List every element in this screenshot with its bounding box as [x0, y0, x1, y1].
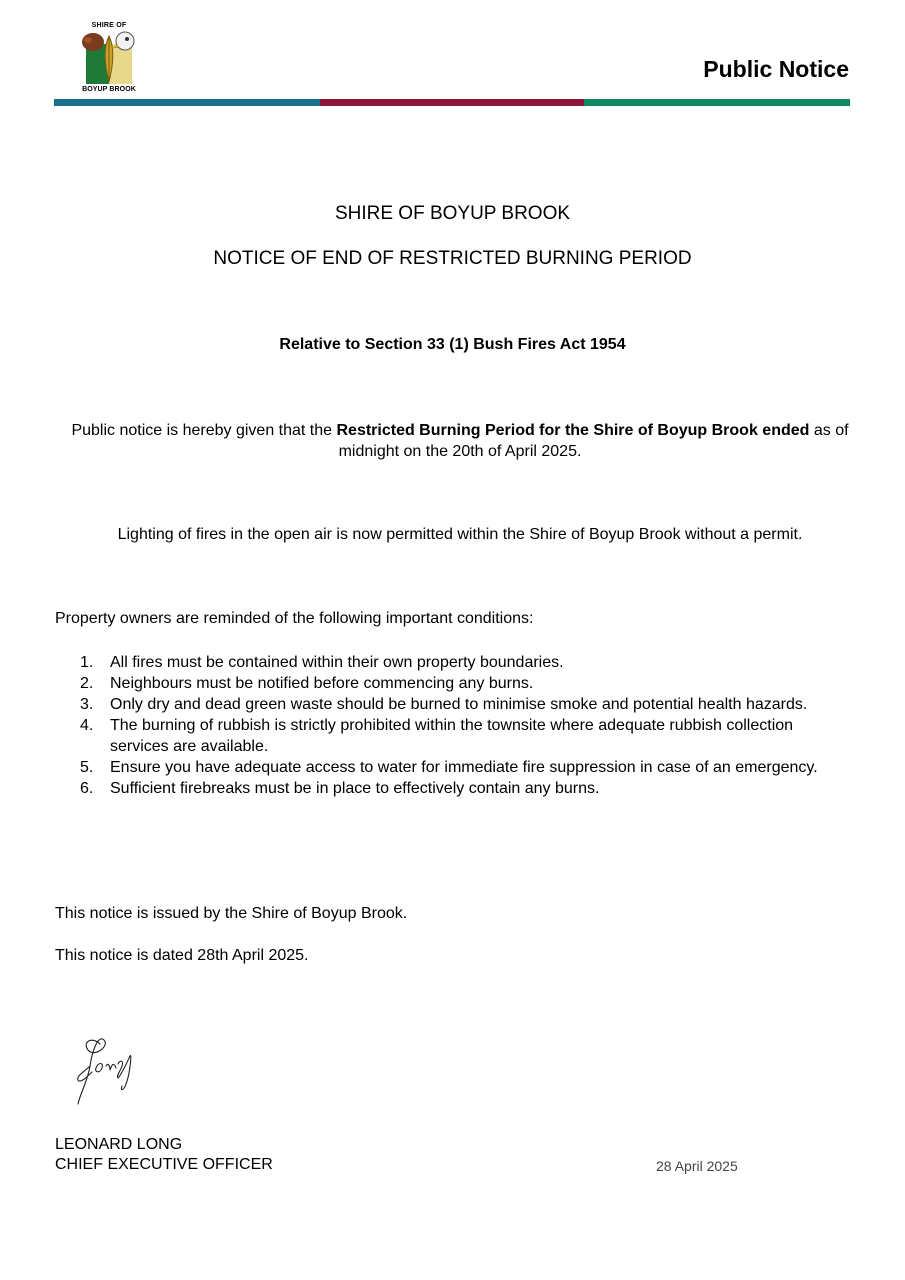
- list-item: [80, 652, 850, 673]
- logo-top-text: SHIRE OF: [91, 22, 127, 29]
- shire-logo: [76, 22, 142, 96]
- list-text: Only dry and dead green waste should be burned to minimise smoke and potential health hazards.: [110, 696, 808, 713]
- list-item: [80, 778, 850, 799]
- list-number: 3.: [80, 696, 94, 713]
- notice-paragraph-end-period: [56, 420, 864, 462]
- list-text: Neighbours must be notified before commencing any burns.: [110, 675, 534, 692]
- list-number: 2.: [80, 675, 94, 692]
- list-item: [80, 694, 850, 715]
- conditions-intro: Property owners are reminded of the following important conditions:: [55, 610, 534, 627]
- list-text: The burning of rubbish is strictly prohibited within the townsite where adequate rubbish collection services are available.: [110, 717, 794, 755]
- header-rule-maroon: [320, 99, 584, 106]
- header-rule-blue: [54, 99, 320, 106]
- signatory-name: LEONARD LONG: [55, 1136, 183, 1153]
- list-number: 1.: [80, 654, 94, 671]
- handwritten-signature: [70, 1032, 160, 1112]
- notice-heading-title: NOTICE OF END OF RESTRICTED BURNING PERIOD: [213, 248, 692, 269]
- list-item: [80, 715, 850, 757]
- notice-paragraph-permission: Lighting of fires in the open air is now permitted within the Shire of Boyup Brook without a permit.: [117, 526, 803, 543]
- notice-heading-shire: SHIRE OF BOYUP BROOK: [334, 203, 571, 224]
- issued-by-statement: This notice is issued by the Shire of Boyup Brook.: [55, 905, 408, 922]
- list-number: 5.: [80, 759, 94, 776]
- logo-bottom-text: BOYUP BROOK: [82, 86, 136, 93]
- para1-lead: Public notice is hereby given that the: [71, 422, 337, 439]
- list-number: 4.: [80, 717, 94, 734]
- signature-date: 28 April 2025: [656, 1158, 738, 1174]
- dated-statement: This notice is dated 28th April 2025.: [55, 947, 309, 964]
- signatory-title: CHIEF EXECUTIVE OFFICER: [55, 1156, 273, 1173]
- header-rule-green: [584, 99, 850, 106]
- conditions-list: [80, 652, 850, 799]
- list-text: Ensure you have adequate access to water for immediate fire suppression in case of an emergency.: [110, 759, 818, 776]
- para1-tail: as of midnight on the 20th of April 2025.: [338, 422, 849, 460]
- page-title: Public Notice: [703, 56, 849, 82]
- list-number: 6.: [80, 780, 94, 797]
- list-text: All fires must be contained within their own property boundaries.: [110, 654, 564, 671]
- para1-emphasis: Restricted Burning Period for the Shire of Boyup Brook ended: [336, 422, 810, 439]
- list-item: [80, 757, 850, 778]
- list-item: [80, 673, 850, 694]
- legislation-reference: Relative to Section 33 (1) Bush Fires Act 1954: [279, 336, 626, 353]
- list-text: Sufficient firebreaks must be in place to effectively contain any burns.: [110, 780, 600, 797]
- shire-crest-icon: [78, 28, 140, 86]
